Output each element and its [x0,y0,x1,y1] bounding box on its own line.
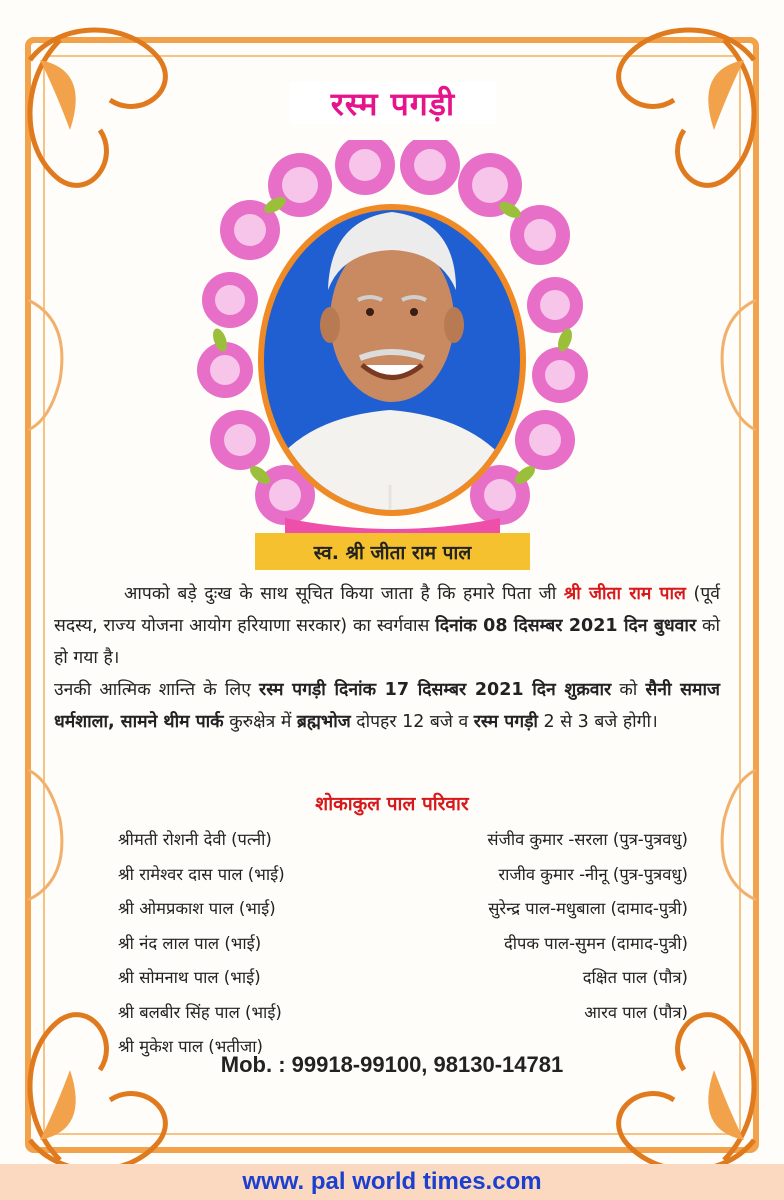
page-title: रस्म पगड़ी [330,84,456,123]
family-list-right [487,823,688,1030]
family-member: श्रीमती रोशनी देवी (पत्नी) [118,830,272,849]
mobile-numbers: Mob. : 99918-99100, 98130-14781 [220,1052,564,1077]
family-member: श्री मुकेश पाल (भतीजा) [118,1037,263,1056]
title-box [290,82,496,124]
p1-end: को हो गया है। [54,616,720,668]
family-member: सुरेन्द्र पाल-मधुबाला (दामाद-पुत्री) [488,899,688,918]
paragraph-1 [54,578,720,674]
family-list-left [118,823,285,1065]
p2-end: 2 से 3 बजे होगी। [537,712,658,732]
family-member: श्री नंद लाल पाल (भाई) [118,933,262,953]
family-member: दीपक पाल-सुमन (दामाद-पुत्री) [503,933,688,953]
p2-time: दोपहर 12 बजे व [350,712,474,732]
family-member: श्री ओमप्रकाश पाल (भाई) [118,899,276,918]
family-member: श्री बलबीर सिंह पाल (भाई) [118,1002,282,1022]
p1-name: श्री जीता राम पाल [563,584,686,604]
footer-url: www. pal world times.com [242,1168,542,1195]
family-member: श्री सोमनाथ पाल (भाई) [118,968,261,987]
p2-rasm: रस्म पगड़ी दिनांक 17 दिसम्बर 2021 दिन शुक्रवार [259,680,612,700]
p2-bhoj: ब्रह्मभोज [296,712,351,732]
family-member: आरव पाल (पौत्र) [584,1002,688,1022]
family-member: दक्षित पाल (पौत्र) [582,968,688,987]
paragraph-2 [54,674,720,738]
p2-ko: को [611,680,646,700]
p2-rasm2: रस्म पगड़ी [473,712,538,732]
announcement-text [54,578,720,738]
family-member: संजीव कुमार -सरला (पुत्र-पुत्रवधु) [487,830,688,849]
memorial-portrait [190,140,594,540]
p1-date: दिनांक 08 दिसम्बर 2021 दिन बुधवार [435,616,697,636]
name-plate [255,533,530,570]
p2-venue: सैनी समाज धर्मशाला, सामने थीम पार्क [54,680,720,732]
family-member: राजीव कुमार -नीनू (पुत्र-पुत्रवधु) [498,864,688,884]
footer-bar [0,1164,784,1200]
p2-city: कुरुक्षेत्र में [223,712,297,732]
deceased-name: स्व. श्री जीता राम पाल [313,541,472,564]
p1-intro: आपको बड़े दुःख के साथ सूचित किया जाता है कि हमारे पिता जी [124,584,557,604]
family-title: शोकाकुल पाल परिवार [315,793,469,815]
p1-desc: (पूर्व सदस्य, राज्य योजना आयोग हरियाणा सरकार) का स्वर्गवास [54,584,720,636]
p2-intro: उनकी आत्मिक शान्ति के लिए [54,680,260,700]
family-member: श्री रामेश्वर दास पाल (भाई) [118,864,285,884]
